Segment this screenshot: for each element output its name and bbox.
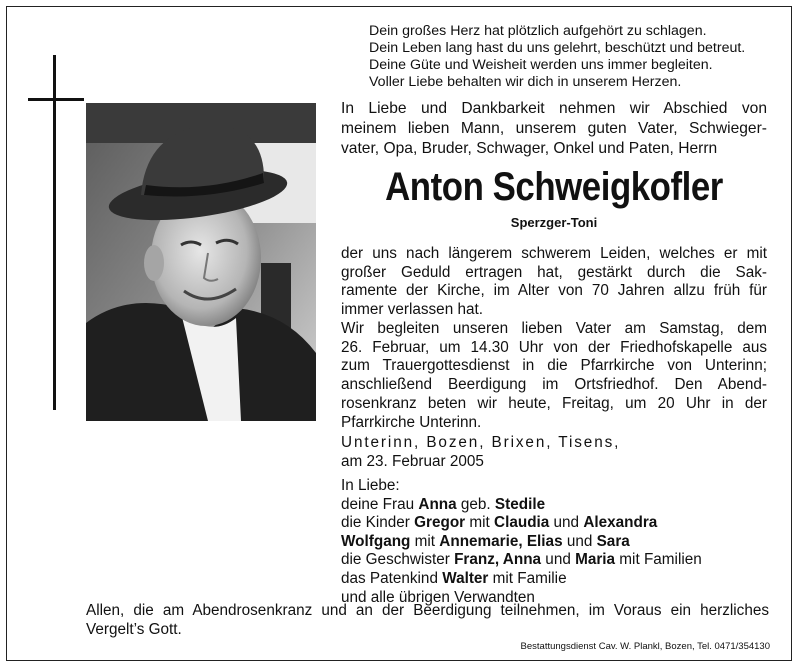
name: Claudia	[494, 514, 550, 532]
mourner-siblings	[341, 551, 767, 570]
text: geb.	[456, 495, 495, 513]
portrait-photo	[86, 103, 316, 421]
text: mit Familien	[615, 551, 702, 569]
thanks-line: Vergelt’s Gott.	[86, 621, 182, 638]
name: Walter	[442, 569, 489, 587]
funeral-service-credit: Bestattungsdienst Cav. W. Plankl, Bozen, Tel. 0471/354130	[520, 641, 770, 652]
text: deine Frau	[341, 495, 419, 513]
poem-line: Deine Güte und Weisheit werden uns immer begleiten.	[369, 57, 713, 73]
mourner-wife	[341, 496, 767, 515]
death-paragraph	[341, 245, 767, 320]
paragraph-line: anschließend Beerdigung im Ortsfriedhof. Den Abend-	[341, 376, 767, 394]
name: Anna	[418, 495, 457, 513]
name: Maria	[575, 551, 616, 569]
paragraph-line: zum Trauergottesdienst in die Pfarrkirche von Unterinn;	[341, 357, 767, 375]
text: mit Familie	[488, 569, 567, 587]
mourner-godchild	[341, 570, 767, 589]
place-date	[341, 434, 767, 471]
poem-line: Dein großes Herz hat plötzlich aufgehört zu schlagen.	[369, 23, 707, 39]
text: und	[562, 532, 597, 550]
text: die Geschwister	[341, 551, 455, 569]
portrait-image	[86, 103, 316, 421]
name: Alexandra	[583, 514, 658, 532]
text: das Patenkind	[341, 569, 443, 587]
mourner-children	[341, 514, 767, 533]
intro-line: In Liebe und Dankbarkeit nehmen wir Abschied von	[341, 100, 767, 117]
text: und	[541, 551, 576, 569]
paragraph-line: ramente der Kirche, im Alter von 70 Jahren allzu früh für	[341, 282, 767, 300]
mourners-list	[341, 477, 767, 607]
funeral-paragraph	[341, 320, 767, 432]
mourners-heading: In Liebe:	[341, 477, 400, 494]
intro-line: meinem lieben Mann, unserem guten Vater, Schwieger-	[341, 120, 767, 137]
deceased-nickname: Sperzger-Toni	[510, 215, 598, 230]
text: mit	[410, 532, 440, 550]
paragraph-line: Wir begleiten unseren lieben Vater am Samstag, dem	[341, 320, 767, 337]
cross-symbol	[53, 55, 56, 410]
intro-line: vater, Opa, Bruder, Schwager, Onkel und Paten, Herrn	[341, 140, 718, 157]
name: Stedile	[494, 495, 546, 513]
paragraph-line: der uns nach längerem schwerem Leiden, welches er mit	[341, 245, 767, 262]
thanks-text	[86, 601, 769, 639]
text: die Kinder	[341, 514, 415, 532]
paragraph-line: Pfarrkirche Unterinn.	[341, 413, 482, 431]
poem-line: Dein Leben lang hast du uns gelehrt, beschützt und betreut.	[369, 40, 746, 56]
memorial-poem	[369, 23, 779, 91]
name: Annemarie, Elias	[439, 532, 563, 550]
deceased-name: Anton Schweigkofler	[385, 165, 723, 209]
text: und	[549, 514, 584, 532]
poem-line: Voller Liebe behalten wir dich in unserem Herzen.	[369, 74, 682, 90]
name: Wolfgang	[341, 532, 411, 550]
name: Franz, Anna	[454, 551, 542, 569]
thanks-line: Allen, die am Abendrosenkranz und an der Beerdigung teilnehmen, im Voraus ein herzliches	[86, 602, 769, 619]
paragraph-line: großer Geduld ertragen hat, gestärkt durch die Sak-	[341, 263, 767, 281]
text: mit	[465, 514, 495, 532]
paragraph-line: rosenkranz beten wir heute, Freitag, um 20 Uhr in der	[341, 394, 767, 412]
mourner-children-2	[341, 533, 767, 552]
cross-symbol-bar	[28, 98, 84, 101]
intro-text	[341, 99, 767, 159]
paragraph-line: 26. Februar, um 14.30 Uhr von der Friedhofskapelle aus	[341, 338, 767, 356]
places-line: Unterinn, Bozen, Brixen, Tisens,	[341, 434, 621, 451]
mourner-relatives: und alle übrigen Verwandten	[341, 588, 535, 606]
name: Sara	[596, 532, 630, 550]
date-line: am 23. Februar 2005	[341, 452, 484, 470]
name: Gregor	[414, 514, 466, 532]
paragraph-line: immer verlassen hat.	[341, 301, 483, 319]
